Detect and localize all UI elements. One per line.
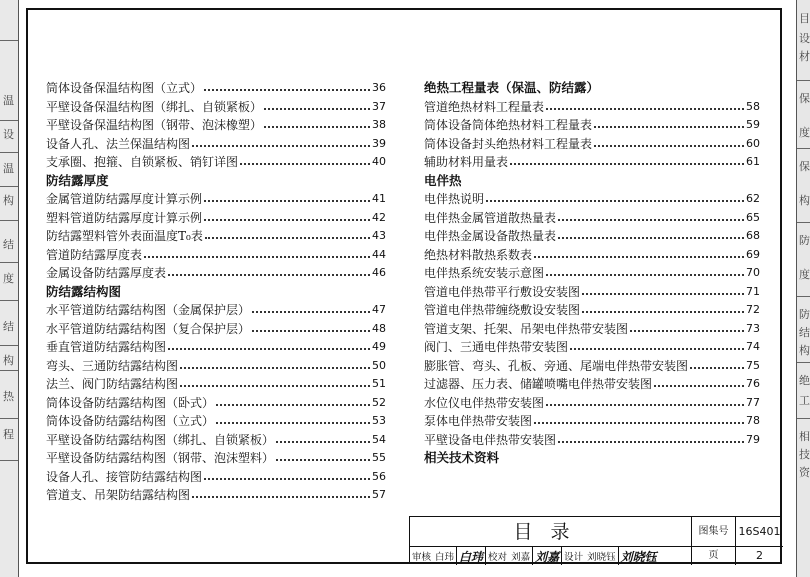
right-tab-17: 资 <box>799 466 810 479</box>
toc-entry[interactable] <box>46 135 386 154</box>
toc-entry-page: 43 <box>372 229 386 242</box>
toc-entry-page: 39 <box>372 136 386 150</box>
toc-entry-page: 78 <box>746 414 760 427</box>
left-tab-9: 热 <box>3 390 14 403</box>
dot-leader <box>264 108 370 110</box>
toc-entry-page: 56 <box>372 469 386 483</box>
toc-entry-title: 平壁设备保温结构图（绑扎、自锁紧板） <box>46 99 263 114</box>
dot-leader <box>180 367 370 369</box>
atlas-number: 16S401 <box>736 517 783 547</box>
dot-leader <box>204 478 370 480</box>
right-tab-11: 结 <box>799 326 810 339</box>
toc-entry[interactable] <box>46 394 386 413</box>
toc-entry-title: 水位仪电伴热带安装图 <box>424 395 545 410</box>
dot-leader <box>216 404 370 406</box>
section-heading-text: 防结露厚度 <box>46 172 109 188</box>
reviewer-signature: 白玮 <box>459 549 484 564</box>
atlas-number-label: 图集号 <box>692 517 736 547</box>
toc-entry-title: 水平管道防结露结构图（复合保护层） <box>46 321 251 336</box>
toc-section-heading[interactable] <box>46 283 386 302</box>
right-tab-5: 度 <box>799 126 810 139</box>
dot-leader <box>582 311 744 313</box>
toc-entry[interactable] <box>46 320 386 339</box>
toc-entry-title: 膨胀管、弯头、孔板、旁通、尾端电伴热带安装图 <box>424 358 689 373</box>
toc-entry[interactable] <box>46 98 386 117</box>
right-tab-1: 目 <box>799 12 810 25</box>
toc-entry-title: 管道电伴热带缠绕敷设安装图 <box>424 303 581 317</box>
left-tab-3: 温 <box>3 162 14 175</box>
toc-entry[interactable] <box>424 394 760 413</box>
toc-entry-title: 平壁设备保温结构图（钢带、泡沫橡塑） <box>46 118 263 132</box>
checker-name: 刘嘉 <box>511 552 531 563</box>
toc-entry-title: 管道绝热材料工程量表 <box>424 99 545 114</box>
right-tab-16: 技 <box>799 448 810 461</box>
toc-entry[interactable] <box>424 98 760 117</box>
dot-leader <box>582 293 744 295</box>
left-section-tabs <box>0 0 19 577</box>
toc-entry[interactable] <box>424 357 760 376</box>
toc-entry-page: 75 <box>746 358 760 372</box>
dot-leader <box>216 422 370 424</box>
toc-entry-page: 58 <box>746 99 760 113</box>
toc-entry[interactable] <box>424 375 760 394</box>
toc-entry-title: 弯头、三通防结露结构图 <box>46 358 179 373</box>
left-tab-5: 结 <box>3 238 14 251</box>
toc-entry[interactable] <box>424 338 760 357</box>
dot-leader <box>204 219 370 221</box>
toc-entry[interactable] <box>424 227 760 246</box>
toc-entry-title: 绝热材料散热系数表 <box>424 247 533 262</box>
right-tab-15: 相 <box>799 430 810 443</box>
toc-entry-title: 法兰、阀门防结露结构图 <box>46 377 179 391</box>
left-tab-8: 构 <box>3 354 14 367</box>
toc-entry-title: 筒体设备防结露结构图（卧式） <box>46 395 215 410</box>
right-tab-13: 绝 <box>799 374 810 387</box>
toc-entry-title: 筒体设备保温结构图（立式） <box>46 81 203 95</box>
toc-entry[interactable] <box>46 486 386 505</box>
design-label: 设计 <box>564 552 584 563</box>
page-label: 页 <box>692 547 736 565</box>
toc-entry-page: 65 <box>746 210 760 224</box>
dot-leader <box>192 496 370 498</box>
dot-leader <box>240 163 370 165</box>
toc-entry-page: 57 <box>372 488 386 501</box>
dot-leader <box>630 330 744 332</box>
toc-entry-page: 73 <box>746 321 760 335</box>
toc-entry-title: 筒体设备筒体绝热材料工程量表 <box>424 118 593 132</box>
right-tab-6: 保 <box>799 160 810 173</box>
dot-leader <box>264 126 370 128</box>
toc-entry[interactable] <box>424 320 760 339</box>
toc-entry[interactable] <box>46 375 386 394</box>
dot-leader <box>690 367 744 369</box>
right-tab-14: 工 <box>799 394 810 407</box>
dot-leader <box>276 441 370 443</box>
toc-entry-title: 塑料管道防结露厚度计算示例 <box>46 210 203 225</box>
dot-leader <box>594 145 744 147</box>
dot-leader <box>192 145 370 147</box>
toc-entry-title: 电伴热系统安装示意图 <box>424 266 545 280</box>
toc-entry-title: 管道电伴热带平行敷设安装图 <box>424 284 581 299</box>
left-tab-4: 构 <box>3 194 14 207</box>
dot-leader <box>534 256 744 258</box>
toc-entry-page: 72 <box>746 303 760 316</box>
toc-entry-title: 泵体电伴热带安装图 <box>424 414 533 428</box>
toc-entry-page: 53 <box>372 414 386 427</box>
toc-entry-title: 管道防结露厚度表 <box>46 247 143 262</box>
toc-entry-page: 40 <box>372 155 386 168</box>
toc-entry-title: 电伴热说明 <box>424 192 485 206</box>
toc-entry-page: 44 <box>372 247 386 261</box>
dot-leader <box>180 385 370 387</box>
dot-leader <box>558 441 744 443</box>
right-tab-10: 防 <box>799 308 810 321</box>
toc-section-heading[interactable] <box>424 449 760 468</box>
toc-entry-title: 金属设备防结露厚度表 <box>46 266 167 280</box>
toc-entry[interactable] <box>46 209 386 228</box>
dot-leader <box>594 126 744 128</box>
toc-entry[interactable] <box>46 116 386 135</box>
toc-entry-title: 金属管道防结露厚度计算示例 <box>46 192 203 206</box>
toc-entry-title: 过滤器、压力表、储罐喷嘴电伴热带安装图 <box>424 377 653 391</box>
toc-entry[interactable] <box>424 116 760 135</box>
section-heading-text: 相关技术资料 <box>424 450 500 465</box>
toc-entry[interactable] <box>46 246 386 265</box>
section-heading-text: 绝热工程量表（保温、防结露） <box>424 80 600 95</box>
dot-leader <box>205 237 370 239</box>
dot-leader <box>204 200 370 202</box>
toc-entry[interactable] <box>46 338 386 357</box>
dot-leader <box>546 404 744 406</box>
toc-entry-title: 管道支、吊架防结露结构图 <box>46 488 191 502</box>
toc-entry-title: 平壁设备电伴热带安装图 <box>424 432 557 447</box>
dot-leader <box>558 219 744 221</box>
toc-entry-page: 61 <box>746 155 760 168</box>
toc-entry-title: 电伴热金属设备散热量表 <box>424 229 557 243</box>
toc-entry-page: 49 <box>372 340 386 353</box>
toc-entry[interactable] <box>424 153 760 172</box>
toc-entry[interactable] <box>46 412 386 431</box>
toc-entry[interactable] <box>424 283 760 302</box>
toc-section-heading[interactable] <box>424 79 760 98</box>
right-tab-7: 构 <box>799 194 810 207</box>
toc-entry[interactable] <box>424 264 760 283</box>
review-label: 审核 <box>412 552 432 563</box>
toc-entry-title: 电伴热金属管道散热量表 <box>424 210 557 225</box>
dot-leader <box>570 348 744 350</box>
toc-entry-page: 54 <box>372 432 386 446</box>
title-block <box>409 516 782 564</box>
check-label: 校对 <box>488 552 508 563</box>
toc-entry[interactable] <box>46 190 386 209</box>
toc-entry[interactable] <box>46 301 386 320</box>
toc-entry[interactable] <box>46 431 386 450</box>
toc-entry-page: 59 <box>746 118 760 131</box>
dot-leader <box>546 108 744 110</box>
right-tab-9: 度 <box>799 268 810 281</box>
toc-entry-page: 36 <box>372 81 386 94</box>
toc-entry-title: 平壁设备防结露结构图（钢带、泡沫塑料） <box>46 451 275 465</box>
toc-entry-title: 筒体设备封头绝热材料工程量表 <box>424 136 593 151</box>
toc-entry-page: 37 <box>372 99 386 113</box>
left-tab-6: 度 <box>3 272 14 285</box>
toc-entry-title: 管道支架、托架、吊架电伴热带安装图 <box>424 321 629 336</box>
toc-entry[interactable] <box>424 301 760 320</box>
dot-leader <box>510 163 744 165</box>
toc-section-heading[interactable] <box>46 172 386 191</box>
dot-leader <box>546 274 744 276</box>
toc-entry-page: 50 <box>372 358 386 372</box>
toc-entry-title: 设备人孔、法兰保温结构图 <box>46 136 191 151</box>
toc-entry-title: 水平管道防结露结构图（金属保护层） <box>46 303 251 317</box>
toc-entry[interactable] <box>46 357 386 376</box>
section-heading-text: 电伴热 <box>424 172 462 188</box>
toc-section-heading[interactable] <box>424 172 760 191</box>
right-tab-12: 构 <box>799 344 810 357</box>
dot-leader <box>276 459 370 461</box>
designer-signature: 刘晓钰 <box>620 549 657 564</box>
toc-entry-page: 48 <box>372 321 386 335</box>
toc-right-column <box>424 79 760 468</box>
toc-entry-page: 60 <box>746 136 760 150</box>
toc-entry-page: 76 <box>746 377 760 390</box>
left-tab-1: 温 <box>3 94 14 107</box>
toc-entry[interactable] <box>46 449 386 468</box>
toc-entry-page: 77 <box>746 395 760 409</box>
reviewer-name: 白玮 <box>435 552 455 563</box>
toc-entry-title: 平壁设备防结露结构图（绑扎、自锁紧板） <box>46 432 275 447</box>
toc-entry[interactable] <box>46 227 386 246</box>
toc-entry-title: 筒体设备防结露结构图（立式） <box>46 414 215 428</box>
toc-entry-page: 74 <box>746 340 760 353</box>
dot-leader <box>558 237 744 239</box>
toc-entry-page: 41 <box>372 192 386 205</box>
toc-entry-page: 47 <box>372 303 386 316</box>
dot-leader <box>252 330 370 332</box>
left-tab-7: 结 <box>3 320 14 333</box>
toc-entry[interactable] <box>424 190 760 209</box>
section-heading-text: 防结露结构图 <box>46 283 122 299</box>
toc-entry-page: 71 <box>746 284 760 298</box>
dot-leader <box>168 348 370 350</box>
designer-name: 刘晓钰 <box>587 552 616 563</box>
toc-entry-page: 70 <box>746 266 760 279</box>
toc-entry-page: 69 <box>746 247 760 261</box>
left-tab-2: 设 <box>3 128 14 141</box>
dot-leader <box>534 422 744 424</box>
toc-entry-page: 46 <box>372 266 386 279</box>
toc-entry[interactable] <box>424 135 760 154</box>
dot-leader <box>486 200 744 202</box>
page-title: 目录 <box>410 517 692 547</box>
toc-entry-page: 52 <box>372 395 386 409</box>
toc-entry-title: 垂直管道防结露结构图 <box>46 340 167 354</box>
dot-leader <box>168 274 370 276</box>
toc-entry[interactable] <box>46 153 386 172</box>
toc-entry-title: 阀门、三通电伴热带安装图 <box>424 340 569 354</box>
dot-leader <box>204 89 370 91</box>
toc-entry-title: 支承圈、抱箍、自锁紧板、销钉详图 <box>46 155 239 169</box>
toc-entry-title: 防结露塑料管外表面温度T₀表 <box>46 229 203 243</box>
toc-entry-page: 62 <box>746 192 760 205</box>
toc-entry-page: 79 <box>746 432 760 446</box>
dot-leader <box>252 311 370 313</box>
right-tab-4: 保 <box>799 92 810 105</box>
right-tab-8: 防 <box>799 234 810 247</box>
toc-entry[interactable] <box>424 246 760 265</box>
toc-entry-page: 68 <box>746 229 760 242</box>
toc-entry-page: 38 <box>372 118 386 131</box>
right-tab-3: 材 <box>799 50 810 63</box>
checker-signature: 刘嘉 <box>535 549 560 564</box>
toc-entry[interactable] <box>424 209 760 228</box>
toc-entry[interactable] <box>46 264 386 283</box>
toc-entry[interactable] <box>46 79 386 98</box>
toc-entry-page: 51 <box>372 377 386 390</box>
toc-left-column <box>46 79 386 505</box>
dot-leader <box>144 256 370 258</box>
page-number: 2 <box>756 549 763 562</box>
toc-entry-title: 设备人孔、接管防结露结构图 <box>46 469 203 484</box>
signature-row <box>410 547 692 565</box>
toc-entry-page: 55 <box>372 451 386 464</box>
dot-leader <box>654 385 744 387</box>
toc-entry-page: 42 <box>372 210 386 224</box>
right-tab-2: 设 <box>799 32 810 45</box>
toc-entry[interactable] <box>424 431 760 450</box>
left-tab-10: 程 <box>3 428 14 441</box>
right-section-tabs <box>796 0 810 577</box>
toc-entry[interactable] <box>424 412 760 431</box>
toc-entry[interactable] <box>46 468 386 487</box>
toc-entry-title: 辅助材料用量表 <box>424 155 509 169</box>
